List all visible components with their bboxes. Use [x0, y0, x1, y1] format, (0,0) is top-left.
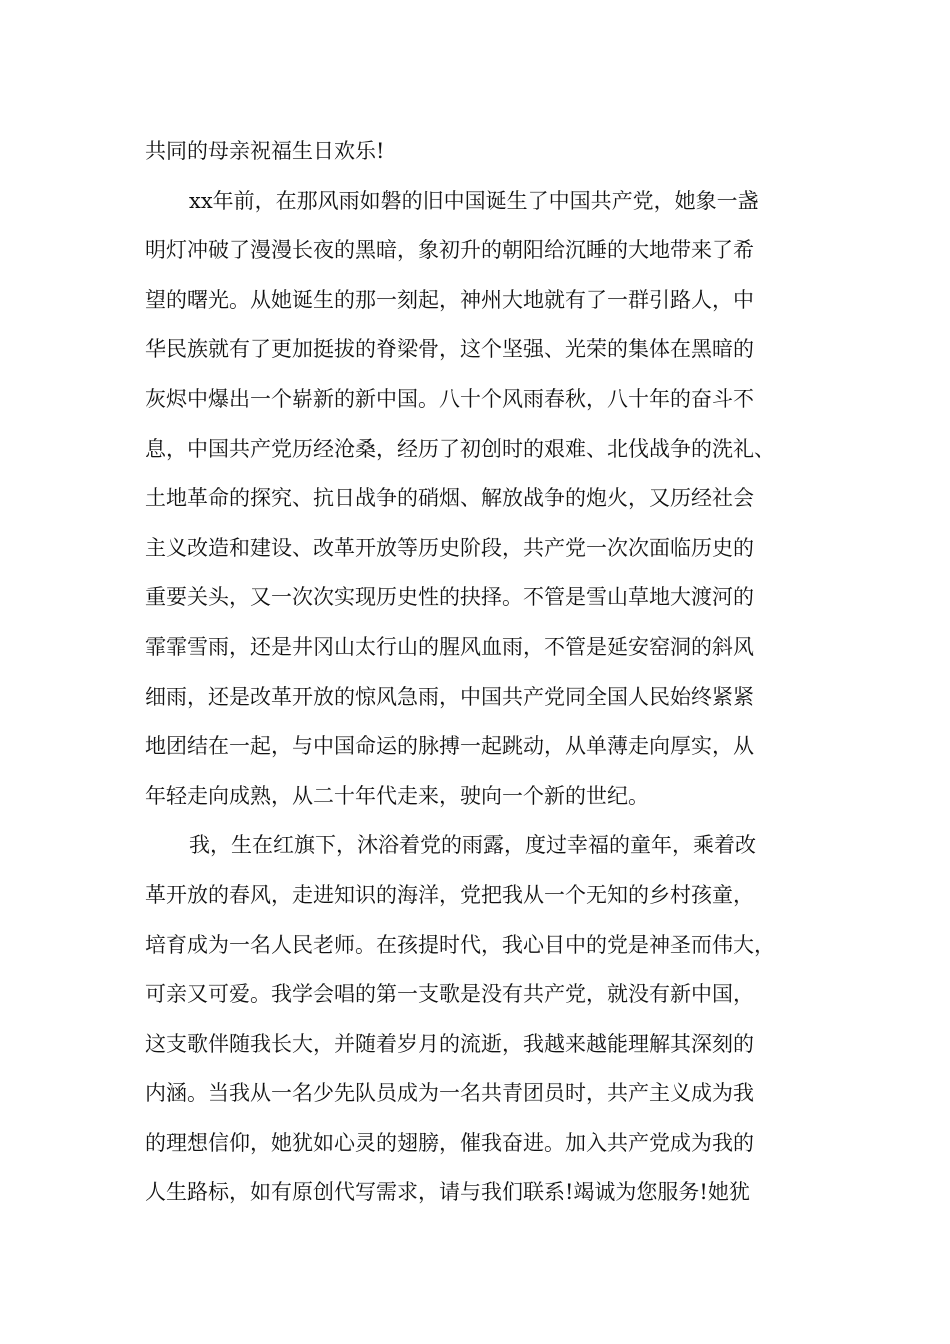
text-line: 人生路标，如有原创代写需求，请与我们联系!竭诚为您服务!她犹: [145, 1180, 750, 1205]
text-line: 培育成为一名人民老师。在孩提时代，我心目中的党是神圣而伟大，: [145, 932, 775, 957]
text-line: 望的曙光。从她诞生的那一刻起，神州大地就有了一群引路人，中: [145, 287, 754, 312]
text-line: 灰烬中爆出一个崭新的新中国。八十个风雨春秋，八十年的奋斗不: [145, 386, 754, 411]
text-line: 明灯冲破了漫漫长夜的黑暗，象初升的朝阳给沉睡的大地带来了希: [145, 238, 754, 263]
text-line: 主义改造和建设、改革开放等历史阶段，共产党一次次面临历史的: [145, 535, 754, 560]
text-line: 革开放的春风，走进知识的海洋，党把我从一个无知的乡村孩童，: [145, 882, 754, 907]
text-line: 年轻走向成熟，从二十年代走来，驶向一个新的世纪。: [145, 783, 649, 808]
paragraph-start-line: 我，生在红旗下，沐浴着党的雨露，度过幸福的童年，乘着改: [189, 833, 756, 858]
text-line: 地团结在一起，与中国命运的脉搏一起跳动，从单薄走向厚实，从: [145, 734, 754, 759]
text-line: 可亲又可爱。我学会唱的第一支歌是没有共产党，就没有新中国，: [145, 982, 754, 1007]
text-line: 华民族就有了更加挺拔的脊梁骨，这个坚强、光荣的集体在黑暗的: [145, 337, 754, 362]
text-line: 这支歌伴随我长大，并随着岁月的流逝，我越来越能理解其深刻的: [145, 1031, 754, 1056]
text-line: 重要关头，又一次次实现历史性的抉择。不管是雪山草地大渡河的: [145, 585, 754, 610]
text-line: 霏霏雪雨，还是井冈山太行山的腥风血雨，不管是延安窑洞的斜风: [145, 634, 754, 659]
text-line: 内涵。当我从一名少先队员成为一名共青团员时，共产主义成为我: [145, 1081, 754, 1106]
document-body: [145, 127, 825, 1218]
text-line: 的理想信仰，她犹如心灵的翅膀，催我奋进。加入共产党成为我的: [145, 1130, 754, 1155]
paragraph-start-line: xx年前，在那风雨如磐的旧中国诞生了中国共产党，她象一盏: [189, 188, 759, 213]
text-line: 共同的母亲祝福生日欢乐!: [145, 139, 385, 163]
text-line: 土地革命的探究、抗日战争的硝烟、解放战争的炮火，又历经社会: [145, 486, 754, 511]
text-line: 息，中国共产党历经沧桑，经历了初创时的艰难、北伐战争的洗礼、: [145, 436, 775, 461]
text-line: 细雨，还是改革开放的惊风急雨，中国共产党同全国人民始终紧紧: [145, 684, 754, 709]
